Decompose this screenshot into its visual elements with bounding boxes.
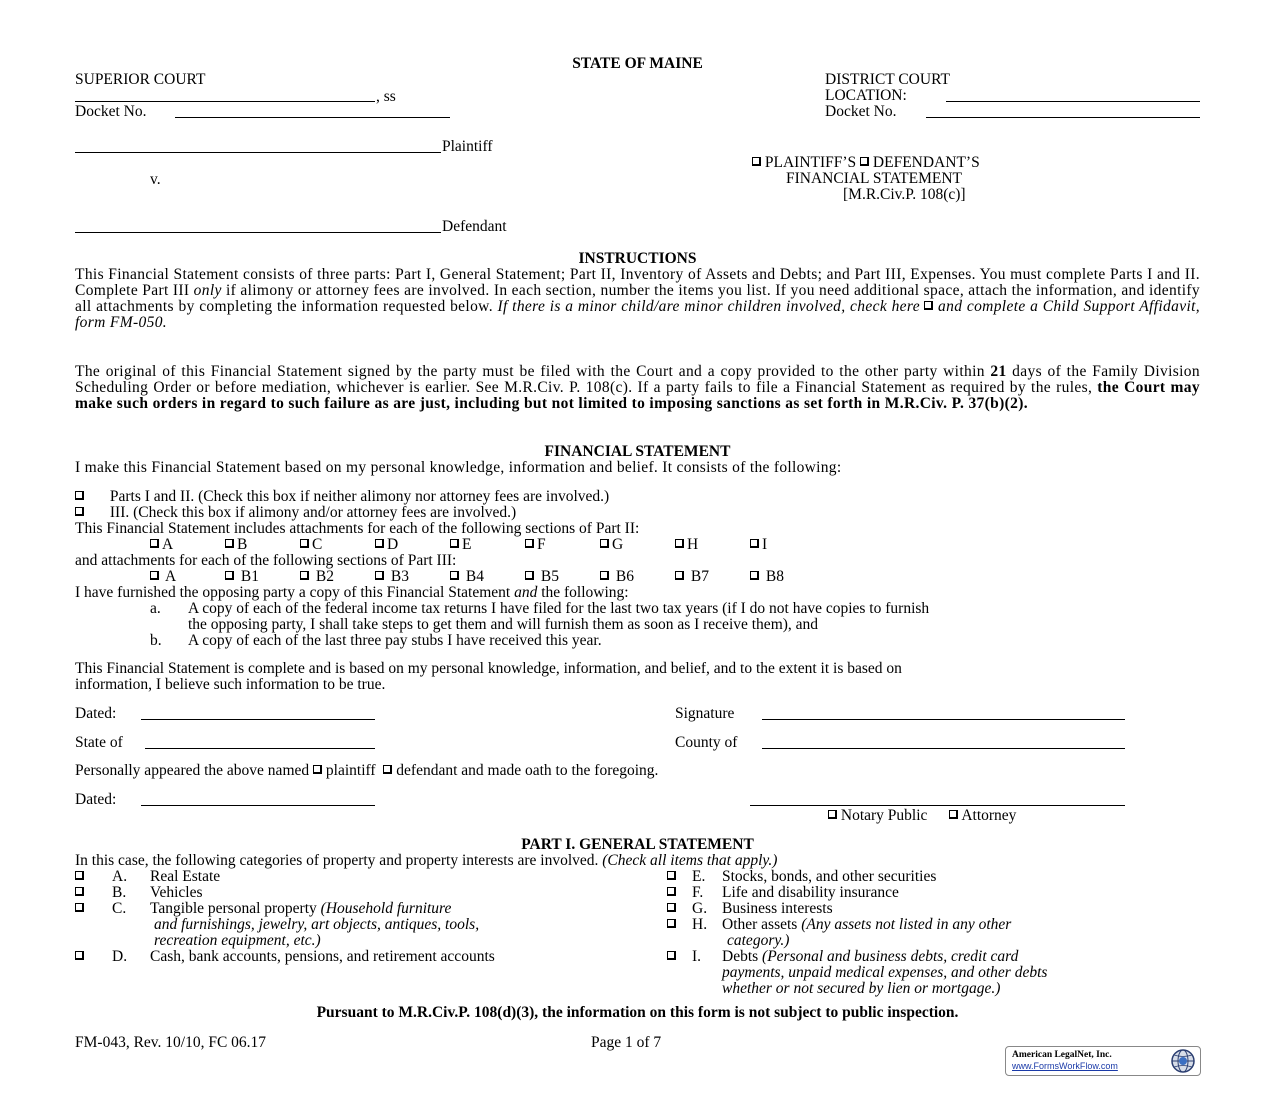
complete-text-1: This Financial Statement is complete and is based on my personal knowledge, information, and belief, and to the extent it is based on bbox=[75, 660, 902, 677]
part1-intro: In this case, the following categories of property and property interests are involved. (Check all items that apply.) bbox=[75, 852, 778, 869]
state-of-line[interactable] bbox=[145, 748, 375, 749]
item-b-letter: b. bbox=[150, 632, 162, 649]
part2-section-e[interactable]: E bbox=[450, 537, 525, 553]
attach-part3-label: and attachments for each of the following sections of Part III: bbox=[75, 552, 457, 569]
part3-section-a[interactable]: A bbox=[150, 569, 225, 585]
part2-section-a[interactable]: A bbox=[150, 537, 225, 553]
pursuant-notice: Pursuant to M.R.Civ.P. 108(d)(3), the information on this form is not subject to public inspection. bbox=[316, 1004, 959, 1021]
part1-item-h: H. Other assets (Any assets not listed in any other bbox=[667, 917, 676, 933]
part3-sections-row bbox=[150, 569, 825, 585]
part1-item-a: A. Real Estate bbox=[75, 869, 84, 885]
location-line[interactable] bbox=[946, 101, 1200, 102]
dated2-label: Dated: bbox=[75, 791, 117, 808]
part2-section-c[interactable]: C bbox=[300, 537, 375, 553]
plaintiffs-checkbox[interactable] bbox=[752, 157, 761, 166]
part1-item-i: I. Debts (Personal and business debts, credit card bbox=[667, 949, 676, 965]
location-label: LOCATION: bbox=[825, 87, 907, 104]
business-interests-checkbox[interactable] bbox=[667, 903, 676, 912]
financial-intro: I make this Financial Statement based on my personal knowledge, information and belief. It consists of the following: bbox=[75, 459, 842, 476]
attorney-checkbox[interactable] bbox=[949, 810, 958, 819]
ss-label: , ss bbox=[376, 88, 396, 105]
statement-title: FINANCIAL STATEMENT bbox=[786, 170, 962, 187]
appeared-defendant-checkbox[interactable] bbox=[383, 765, 392, 774]
versus-label: v. bbox=[150, 171, 161, 188]
instructions-paragraph-1: This Financial Statement consists of three parts: Part I, General Statement; Part II, Inventory of Assets and Debts; and Part III, Expenses. You must complete Parts I and II. Complete Part III only if alimony or attorney fees are involved. In each section, number the items you list. If you need additional space, attach the information, and identify all attachments by completing the information requested below. If there is a minor child/are minor children involved, check here and complete a Child Support Affidavit, form FM-050. bbox=[75, 266, 1200, 331]
county-line[interactable] bbox=[75, 101, 375, 102]
part2-sections-row bbox=[150, 537, 825, 553]
part2-section-g[interactable]: G bbox=[600, 537, 675, 553]
part1-item-e: E. Stocks, bonds, and other securities bbox=[667, 869, 676, 885]
instructions-paragraph-2: The original of this Financial Statement signed by the party must be filed with the Court and a copy provided to the other party within 21 days of the Family Division Scheduling Order or before mediation, whichever is earlier. See M.R.Civ. P. 108(c). If a party fails to file a Financial Statement as required by the rules, the Court may make such orders in regard to such failure as are just, including but not limited to imposing sanctions as set forth in M.R.Civ. P. 37(b)(2). bbox=[75, 363, 1200, 412]
signature-label: Signature bbox=[675, 705, 735, 722]
part1-item-i-note2: payments, unpaid medical expenses, and other debts bbox=[722, 964, 1048, 981]
plaintiff-label: Plaintiff bbox=[442, 138, 493, 155]
part3-section-b4[interactable]: B4 bbox=[450, 569, 525, 585]
insurance-checkbox[interactable] bbox=[667, 887, 676, 896]
docket-right-label: Docket No. bbox=[825, 103, 897, 120]
appeared-plaintiff-checkbox[interactable] bbox=[313, 765, 322, 774]
defendants-checkbox[interactable] bbox=[860, 157, 869, 166]
part1-item-c: C. Tangible personal property (Household furniture bbox=[75, 901, 84, 917]
debts-checkbox[interactable] bbox=[667, 951, 676, 960]
logo-company-name: American LegalNet, Inc. bbox=[1012, 1050, 1112, 1060]
docket-right-line[interactable] bbox=[926, 117, 1200, 118]
party-select bbox=[752, 155, 980, 171]
cash-accounts-checkbox[interactable] bbox=[75, 951, 84, 960]
item-a-text-1: A copy of each of the federal income tax returns I have filed for the last two tax years (if I do not have copies to furnish bbox=[188, 600, 930, 617]
defendant-label: Defendant bbox=[442, 218, 507, 235]
part1-item-d: D. Cash, bank accounts, pensions, and retirement accounts bbox=[75, 949, 84, 965]
item-a-letter: a. bbox=[150, 600, 161, 617]
part1-heading: PART I. GENERAL STATEMENT bbox=[521, 836, 754, 853]
instructions-heading: INSTRUCTIONS bbox=[578, 250, 697, 267]
appeared-statement: Personally appeared the above named plaintiff defendant and made oath to the foregoing. bbox=[75, 762, 659, 779]
vehicles-checkbox[interactable] bbox=[75, 887, 84, 896]
notary-checkbox[interactable] bbox=[828, 810, 837, 819]
defendant-line[interactable] bbox=[75, 232, 441, 233]
financial-heading: FINANCIAL STATEMENT bbox=[544, 443, 731, 460]
part2-section-b[interactable]: B bbox=[225, 537, 300, 553]
docket-left-label: Docket No. bbox=[75, 103, 147, 120]
globe-icon bbox=[1170, 1048, 1196, 1074]
other-assets-checkbox[interactable] bbox=[667, 919, 676, 928]
county-of-label: County of bbox=[675, 734, 738, 751]
plaintiffs-label: PLAINTIFF’S bbox=[764, 154, 857, 171]
part3-section-b6[interactable]: B6 bbox=[600, 569, 675, 585]
tangible-property-checkbox[interactable] bbox=[75, 903, 84, 912]
stocks-checkbox[interactable] bbox=[667, 871, 676, 880]
signature-line[interactable] bbox=[762, 719, 1125, 720]
part1-item-c-note2: and furnishings, jewelry, art objects, antiques, tools, bbox=[154, 916, 480, 933]
dated2-line[interactable] bbox=[141, 805, 375, 806]
part1-item-f: F. Life and disability insurance bbox=[667, 885, 676, 901]
part2-section-h[interactable]: H bbox=[675, 537, 750, 553]
part2-section-f[interactable]: F bbox=[525, 537, 600, 553]
part2-section-i[interactable]: I bbox=[750, 537, 825, 553]
docket-left-line[interactable] bbox=[175, 117, 450, 118]
state-title: STATE OF MAINE bbox=[572, 55, 703, 72]
real-estate-checkbox[interactable] bbox=[75, 871, 84, 880]
part1-item-c-note3: recreation equipment, etc.) bbox=[154, 932, 321, 949]
legalnet-logo[interactable] bbox=[1005, 1046, 1201, 1076]
item-b-text: A copy of each of the last three pay stubs I have received this year. bbox=[188, 632, 602, 649]
notary-option: Notary Public Attorney bbox=[828, 808, 1016, 824]
part2-section-d[interactable]: D bbox=[375, 537, 450, 553]
district-court-label: DISTRICT COURT bbox=[825, 71, 950, 88]
part3-section-b7[interactable]: B7 bbox=[675, 569, 750, 585]
furnished-label: I have furnished the opposing party a copy of this Financial Statement and the following: bbox=[75, 584, 629, 601]
state-of-label: State of bbox=[75, 734, 123, 751]
dated-line[interactable] bbox=[141, 719, 375, 720]
superior-court-label: SUPERIOR COURT bbox=[75, 71, 206, 88]
part3-section-b1[interactable]: B1 bbox=[225, 569, 300, 585]
logo-url[interactable]: www.FormsWorkFlow.com bbox=[1012, 1061, 1118, 1071]
defendants-label: DEFENDANT’S bbox=[872, 154, 980, 171]
part3-section-b2[interactable]: B2 bbox=[300, 569, 375, 585]
form-id: FM-043, Rev. 10/10, FC 06.17 bbox=[75, 1034, 267, 1051]
part3-section-b3[interactable]: B3 bbox=[375, 569, 450, 585]
county-of-line[interactable] bbox=[762, 748, 1125, 749]
part1-item-i-note3: whether or not secured by lien or mortgage.) bbox=[722, 980, 1001, 997]
part1-item-g: G. Business interests bbox=[667, 901, 676, 917]
option-parts-1-2: Parts I and II. (Check this box if neither alimony nor attorney fees are involved.) bbox=[75, 489, 609, 505]
dated-label: Dated: bbox=[75, 705, 117, 722]
notary-signature-line[interactable] bbox=[750, 805, 1125, 806]
part3-section-b8[interactable]: B8 bbox=[750, 569, 825, 585]
parts-1-2-checkbox[interactable] bbox=[75, 491, 84, 500]
option-part-3: III. (Check this box if alimony and/or attorney fees are involved.) bbox=[75, 505, 516, 521]
part1-item-b: B. Vehicles bbox=[75, 885, 84, 901]
part1-item-h-note2: category.) bbox=[727, 932, 790, 949]
part-3-checkbox[interactable] bbox=[75, 507, 84, 516]
page-number: Page 1 of 7 bbox=[591, 1034, 662, 1051]
item-a-text-2: the opposing party, I shall take steps to get them and will furnish them as soon as I receive them), and bbox=[188, 616, 819, 633]
statement-rule: [M.R.Civ.P. 108(c)] bbox=[843, 186, 966, 203]
complete-text-2: information, I believe such information to be true. bbox=[75, 676, 386, 693]
part3-section-b5[interactable]: B5 bbox=[525, 569, 600, 585]
attach-part2-label: This Financial Statement includes attachments for each of the following sections of Part II: bbox=[75, 520, 640, 537]
plaintiff-line[interactable] bbox=[75, 152, 441, 153]
